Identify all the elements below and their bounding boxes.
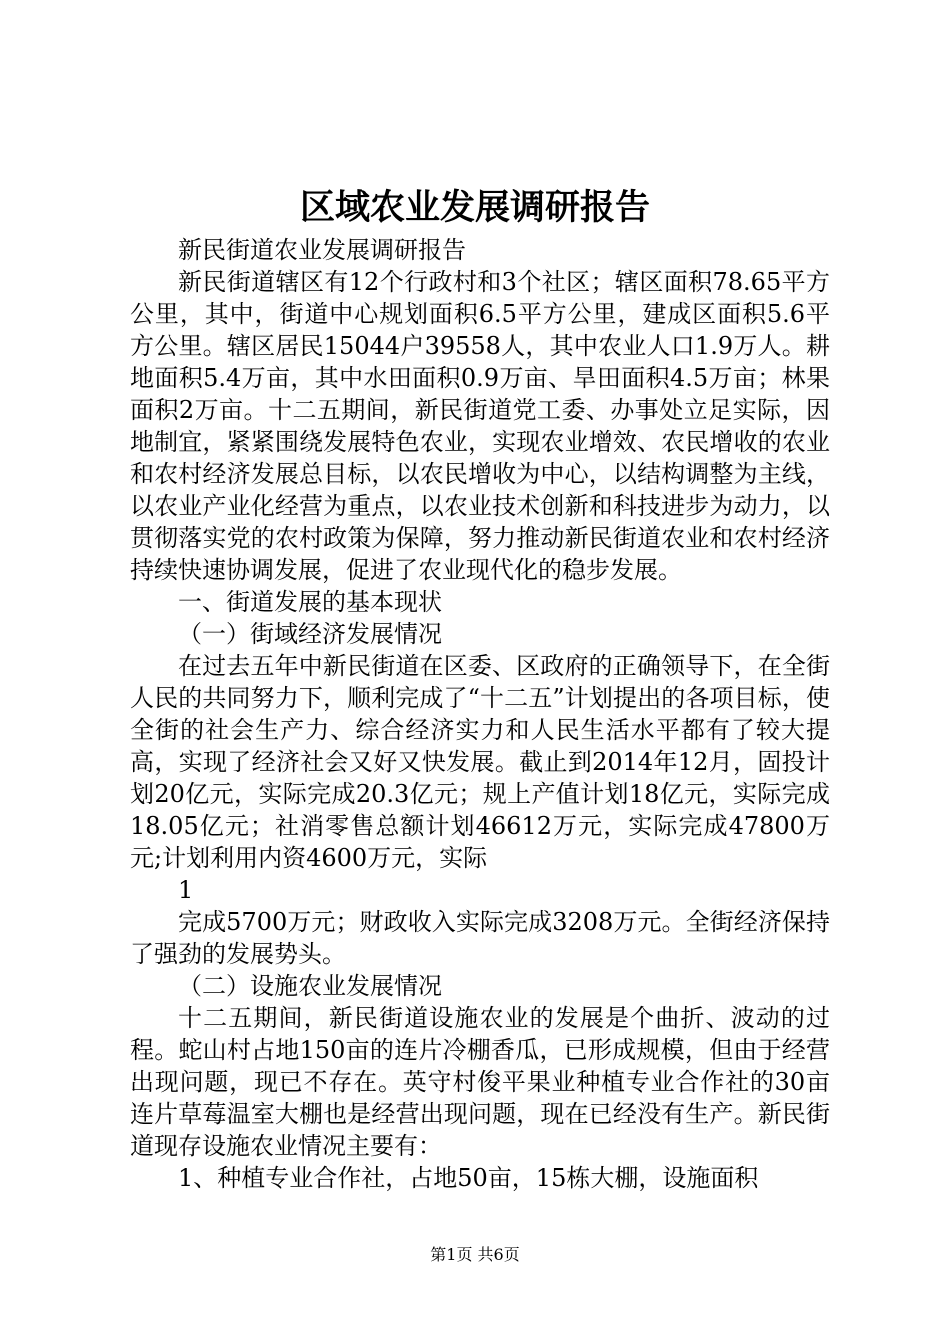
subsection-heading-facility-agriculture: （二）设施农业发展情况 [178,972,442,1000]
document-title: 区域农业发展调研报告 [299,187,650,228]
section-heading-1: 一、街道发展的基本现状 [178,588,442,616]
inline-page-number: 1 [178,876,194,904]
intro-paragraph: 新民街道辖区有12个行政村和3个社区；辖区面积78.65平方公里，其中，街道中心规划面积6.5平方公里，建成区面积5.6平方公里。辖区居民15044户39558人，其中农业人口1.9万人。耕地面积5.4万亩，其中水田面积0.9万亩、旱田面积4.5万亩；林果面积2万亩。十二五期间，新民街道党工委、办事处立足实际，因地制宜，紧紧围绕发展特色农业，实现农业增效、农民增收的农业和农村经济发展总目标，以农民增收为中心，以结构调整为主线，以农业产业化经营为重点，以农业技术创新和科技进步为动力，以贯彻落实党的农村政策为保障，努力推动新民街道农业和农村经济持续快速协调发展，促进了农业现代化的稳步发展。 [130,268,830,584]
document-body [130,234,830,1194]
page-footer: 第1页 共6页 [430,1245,520,1264]
economy-paragraph-continued: 完成5700万元；财政收入实际完成3208万元。全街经济保持了强劲的发展势头。 [130,908,830,968]
economy-paragraph: 在过去五年中新民街道在区委、区政府的正确领导下，在全街人民的共同努力下，顺利完成了“十二五”计划提出的各项目标，使全街的社会生产力、综合经济实力和人民生活水平都有了较大提高，实现了经济社会又好又快发展。截止到2014年12月，固投计划20亿元，实际完成20.3亿元；规上产值计划18亿元，实际完成18.05亿元；社消零售总额计划46612万元，实际完成47800万元;计划利用内资4600万元，实际 [130,652,830,872]
list-item-1: 1、种植专业合作社，占地50亩，15栋大棚，设施面积 [178,1164,759,1192]
subsection-heading-economy: （一）街域经济发展情况 [178,620,442,648]
report-subtitle: 新民街道农业发展调研报告 [178,236,466,264]
facility-agriculture-paragraph: 十二五期间，新民街道设施农业的发展是个曲折、波动的过程。蛇山村占地150亩的连片冷棚香瓜，已形成规模，但由于经营出现问题，现已不存在。英守村俊平果业种植专业合作社的30亩连片草莓温室大棚也是经营出现问题，现在已经没有生产。新民街道现存设施农业情况主要有： [130,1004,830,1160]
